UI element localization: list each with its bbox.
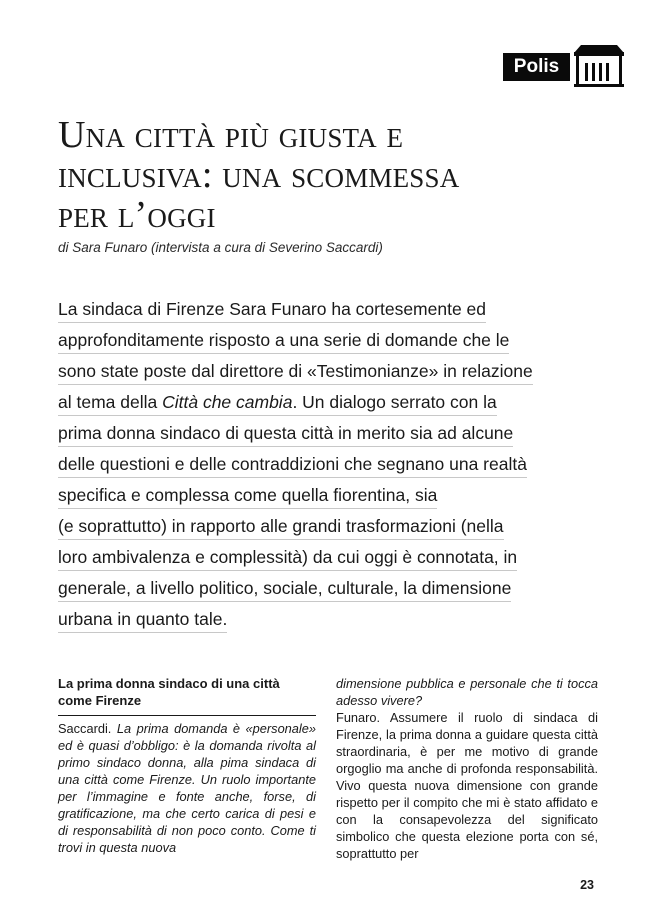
abstract-line: delle questioni e delle contraddizioni che segnano una realtà [58, 454, 527, 478]
abstract-line: prima donna sindaco di questa città in merito sia ad alcune [58, 423, 513, 447]
section-heading: La prima donna sindaco di una città come Firenze [58, 675, 316, 716]
abstract-line: al tema della [58, 392, 163, 412]
question-paragraph [58, 720, 316, 856]
abstract-emphasis: Città che cambia [162, 392, 293, 412]
abstract-line: generale, a livello politico, sociale, culturale, la dimensione [58, 578, 511, 602]
abstract-line: approfonditamente risposto a una serie di domande che le [58, 330, 509, 354]
building-icon [573, 44, 625, 88]
abstract-line: specifica e complessa come quella fiorentina, sia [58, 485, 437, 509]
section-tag [503, 44, 625, 88]
abstract-line: La sindaca di Firenze Sara Funaro ha cortesemente ed [58, 299, 486, 323]
article-title [58, 115, 618, 235]
byline: di Sara Funaro (intervista a cura di Severino Saccardi) [58, 240, 383, 255]
question-text: La prima domanda è «personale» ed è quasi d’obbligo: è la domanda rivolta al primo sindaco donna, alla pima sindaca di una città come Firenze. Un ruolo importante per l’immagine e fonte anche, forse, di gratificazione, ma che certo carica di pesi e di responsabilità di non poco conto. Come ti trovi in questa nuova [58, 721, 316, 855]
abstract-line: urbana in quanto tale. [58, 609, 227, 633]
question-continuation: dimensione pubblica e personale che ti tocca adesso vivere? [336, 676, 598, 708]
abstract-line: (e soprattutto) in rapporto alle grandi trasformazioni (nella [58, 516, 504, 540]
abstract-line: . Un dialogo serrato con la [292, 392, 497, 412]
title-line: inclusiva: una scommessa [58, 154, 460, 196]
speaker-name: Saccardi. [58, 721, 112, 736]
article-abstract [58, 294, 578, 635]
section-label: Polis [503, 53, 570, 81]
answer-paragraph [336, 709, 598, 862]
title-line: Una città più giusta e [58, 114, 404, 156]
left-column [58, 675, 316, 856]
answer-text: Assumere il ruolo di sindaca di Firenze, la prima donna a guidare questa città straordinaria, è per me motivo di grande orgoglio ma anche di profonda responsabilità. Vivo questa nuova dimensione con grande rispetto per il compito che mi è stato affidato e con la consapevolezza del significato simbolico che questa elezione porta con sé, soprattutto per [336, 710, 598, 861]
abstract-line: loro ambivalenza e complessità) da cui oggi è connotata, in [58, 547, 517, 571]
right-column [336, 675, 598, 862]
title-line: per l’oggi [58, 194, 216, 236]
abstract-line: sono state poste dal direttore di «Testimonianze» in relazione [58, 361, 533, 385]
speaker-name: Funaro. [336, 710, 381, 725]
page-number: 23 [580, 878, 594, 892]
